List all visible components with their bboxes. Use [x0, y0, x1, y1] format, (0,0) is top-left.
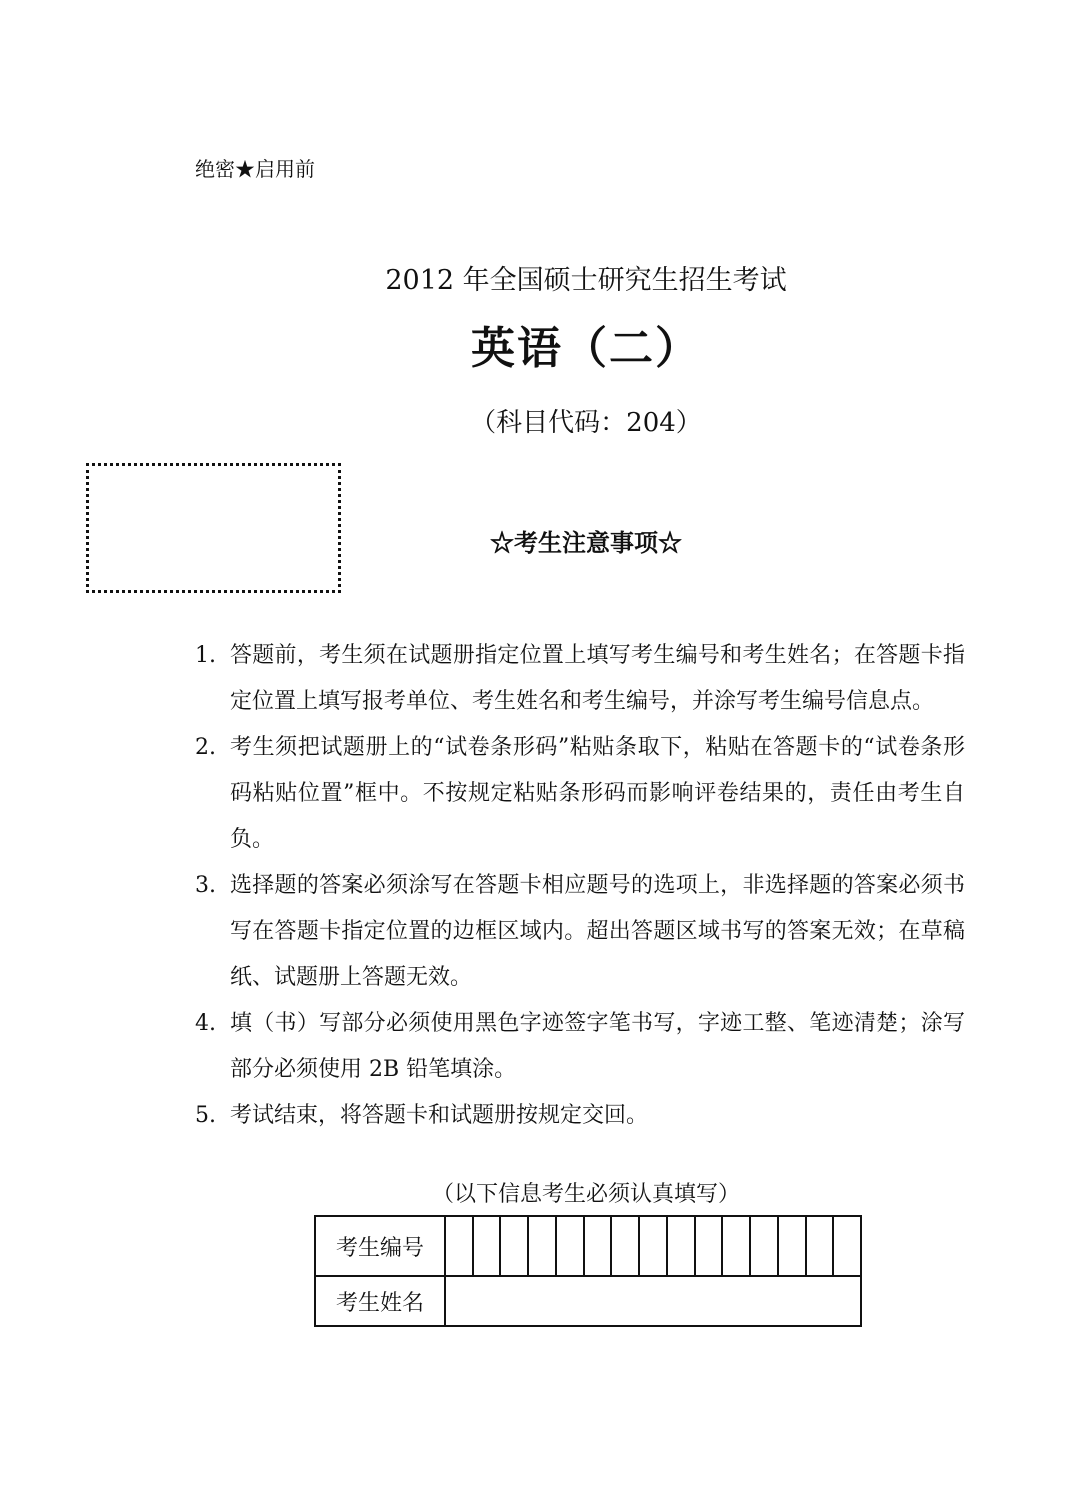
notice-item: [195, 725, 965, 863]
notice-item: [195, 1093, 965, 1139]
notice-heading: ☆考生注意事项☆: [490, 528, 682, 557]
candidate-id-digit-box[interactable]: [583, 1217, 611, 1275]
notice-list: [195, 633, 965, 1139]
notice-item: [195, 1001, 965, 1093]
candidate-id-digit-box[interactable]: [610, 1217, 638, 1275]
subject-code: （科目代码：204）: [470, 408, 702, 438]
info-caption: （以下信息考生必须认真填写）: [431, 1182, 740, 1207]
notice-item: [195, 633, 965, 725]
candidate-id-row: [315, 1216, 861, 1276]
candidate-id-label: 考生编号: [315, 1216, 445, 1276]
candidate-id-digit-box[interactable]: [694, 1217, 722, 1275]
candidate-id-digit-box[interactable]: [832, 1217, 860, 1275]
notice-item-text: 考试结束，将答题卡和试题册按规定交回。: [230, 1103, 649, 1128]
notice-item-number: 4.: [195, 1011, 216, 1036]
candidate-id-digit-box[interactable]: [721, 1217, 749, 1275]
candidate-id-digit-box[interactable]: [666, 1217, 694, 1275]
candidate-id-digit-box[interactable]: [555, 1217, 583, 1275]
candidate-name-field[interactable]: [445, 1276, 861, 1326]
notice-item-text: 考生须把试题册上的“试卷条形码”粘贴条取下，粘贴在答题卡的“试卷条形码粘贴位置”框中。不按规定粘贴条形码而影响评卷结果的，责任由考生自负。: [230, 735, 965, 852]
candidate-id-digit-box[interactable]: [749, 1217, 777, 1275]
notice-item-text: 答题前，考生须在试题册指定位置上填写考生编号和考生姓名；在答题卡指定位置上填写报考单位、考生姓名和考生编号，并涂写考生编号信息点。: [230, 643, 965, 714]
candidate-info-table: [314, 1215, 862, 1327]
notice-item-text: 填（书）写部分必须使用黑色字迹签字笔书写，字迹工整、笔迹清楚；涂写部分必须使用 2B 铅笔填涂。: [230, 1011, 965, 1082]
candidate-name-row: [315, 1276, 861, 1326]
notice-item-number: 2.: [195, 735, 216, 760]
candidate-id-field[interactable]: [445, 1216, 861, 1276]
candidate-id-digit-box[interactable]: [805, 1217, 833, 1275]
candidate-id-digit-box[interactable]: [638, 1217, 666, 1275]
candidate-id-digit-boxes[interactable]: [446, 1217, 860, 1275]
candidate-name-label: 考生姓名: [315, 1276, 445, 1326]
candidate-id-digit-box[interactable]: [446, 1217, 472, 1275]
confidential-mark: 绝密★启用前: [195, 157, 315, 181]
candidate-id-digit-box[interactable]: [777, 1217, 805, 1275]
exam-title: 2012 年全国硕士研究生招生考试: [385, 265, 787, 296]
notice-item-text: 选择题的答案必须涂写在答题卡相应题号的选项上，非选择题的答案必须书写在答题卡指定位置的边框区域内。超出答题区域书写的答案无效；在草稿纸、试题册上答题无效。: [230, 873, 965, 990]
notice-item-number: 3.: [195, 873, 216, 898]
candidate-id-digit-box[interactable]: [499, 1217, 527, 1275]
subject-title: 英语（二）: [471, 323, 701, 374]
notice-item-number: 5.: [195, 1103, 216, 1128]
notice-item-number: 1.: [195, 643, 216, 668]
candidate-id-digit-box[interactable]: [472, 1217, 500, 1275]
notice-item: [195, 863, 965, 1001]
candidate-id-digit-box[interactable]: [527, 1217, 555, 1275]
